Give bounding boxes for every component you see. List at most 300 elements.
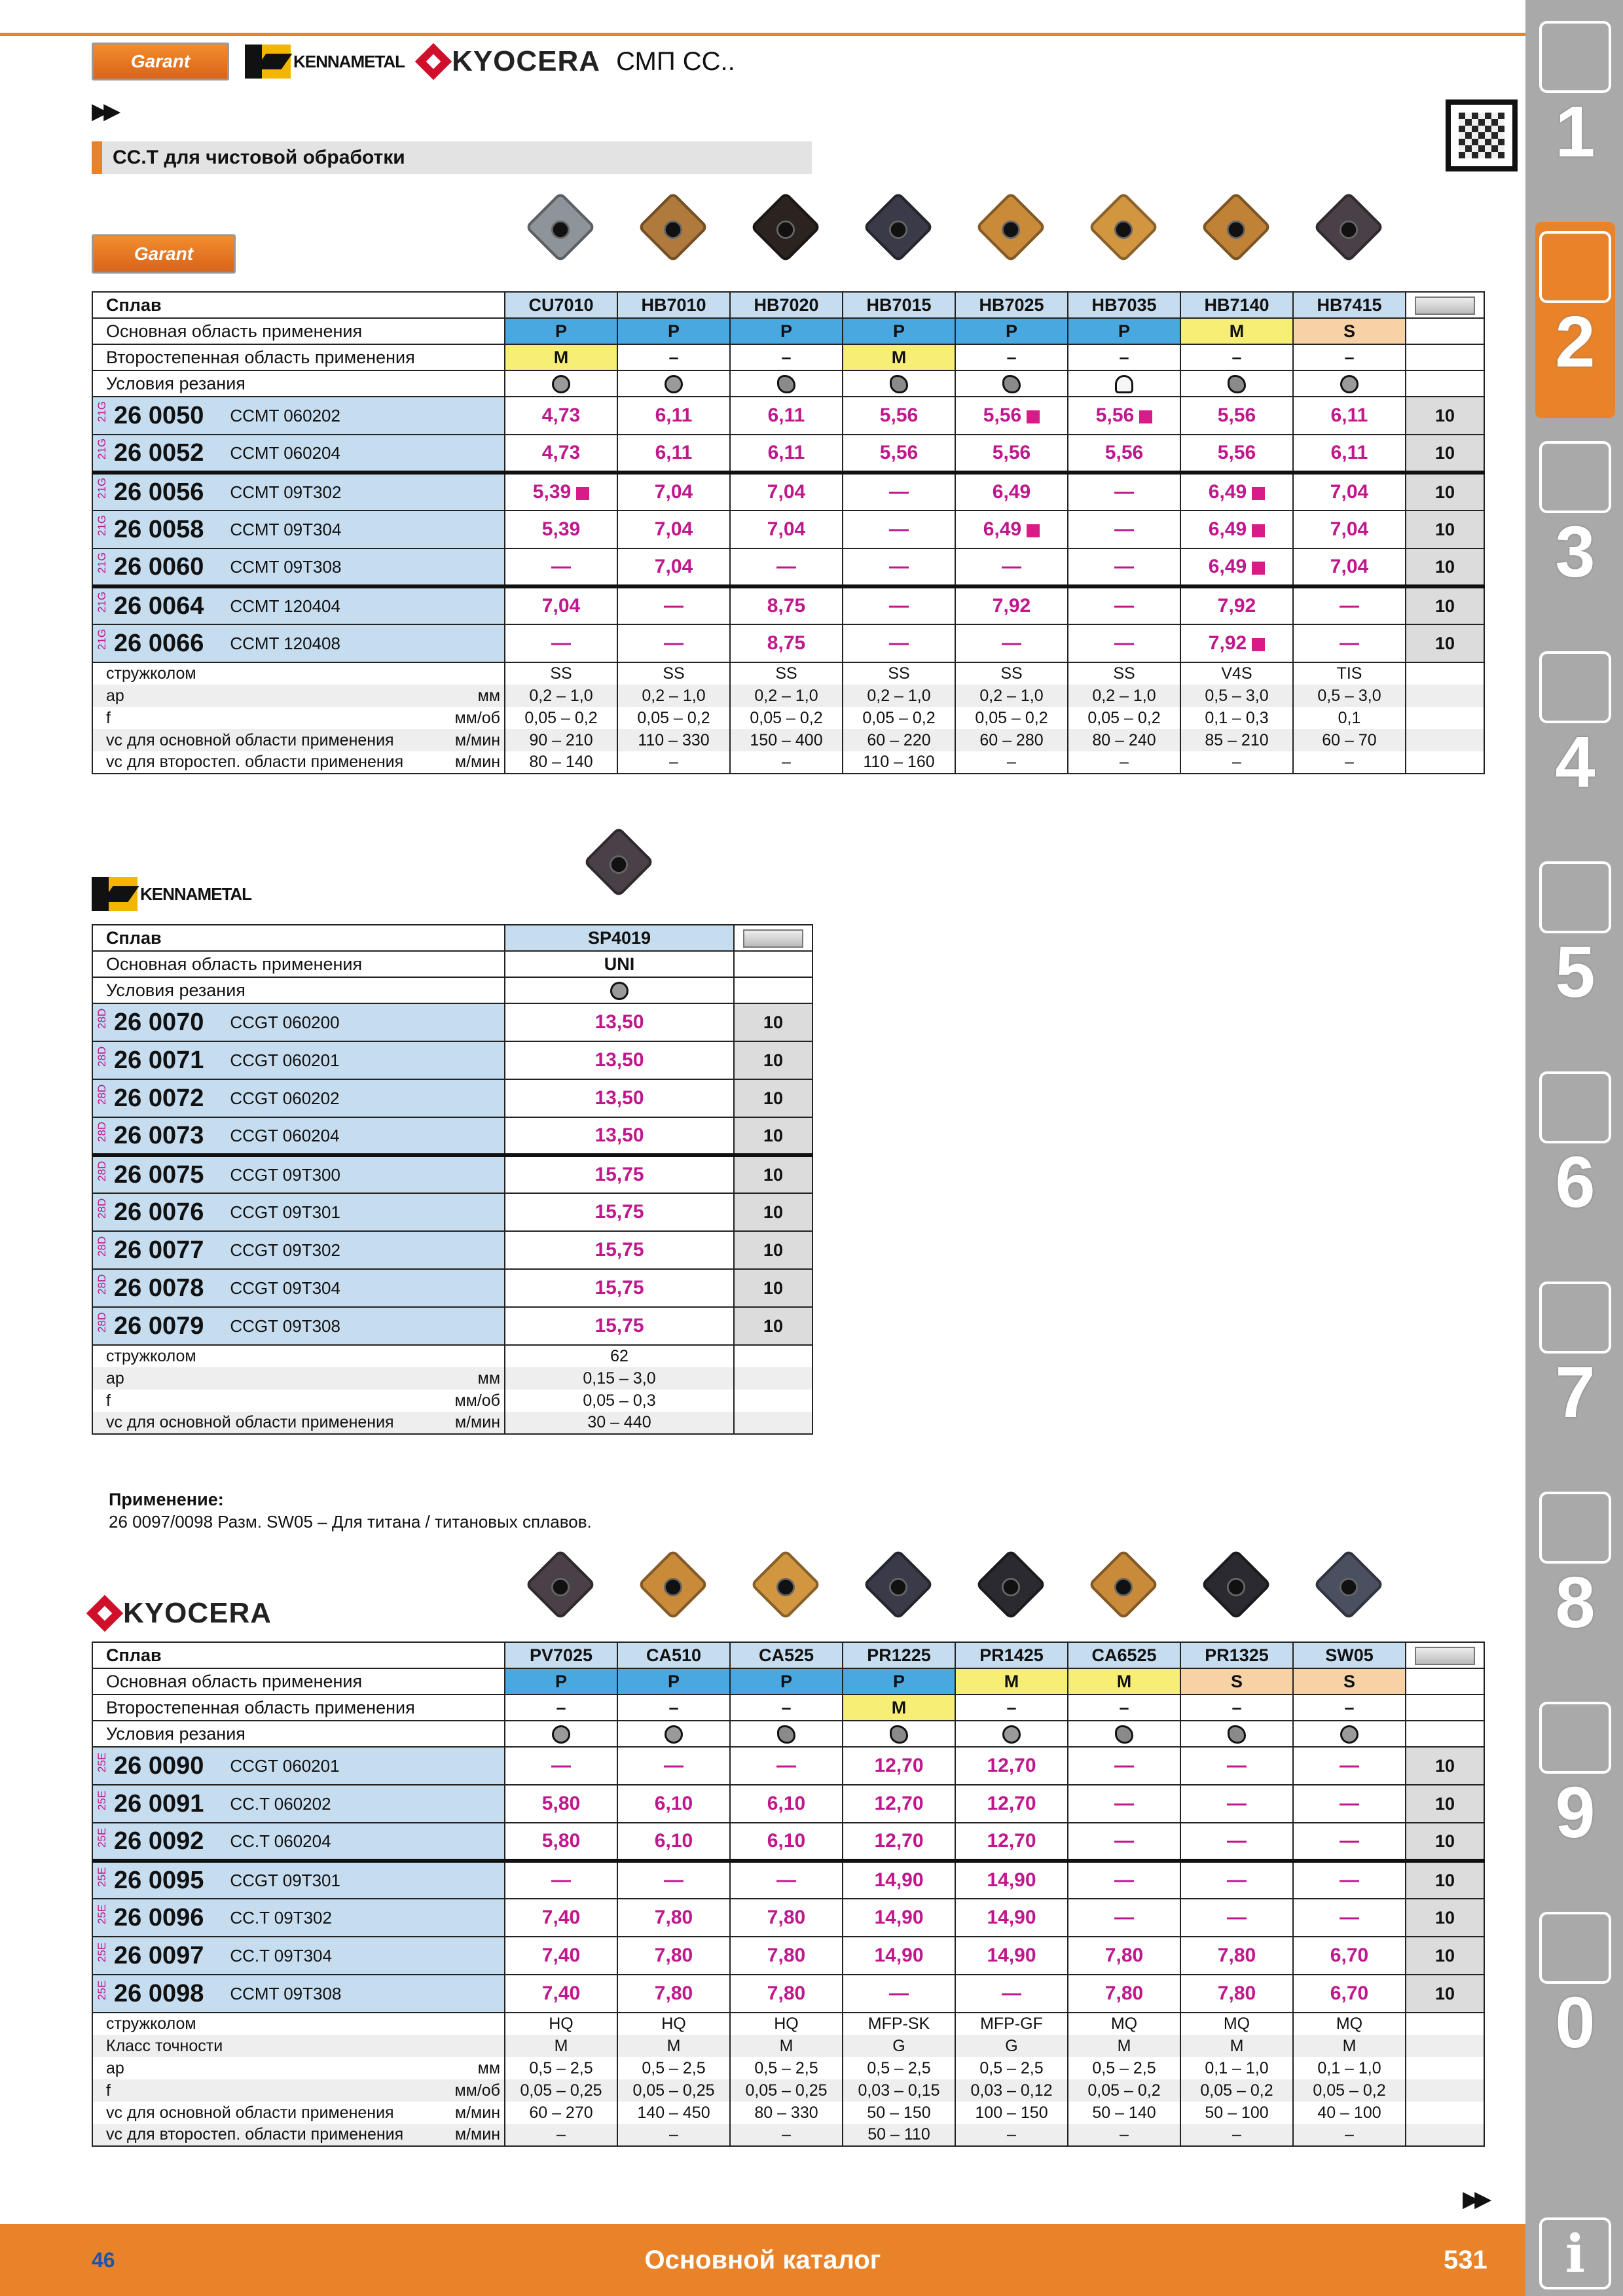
spec-label: стружколом — [92, 662, 505, 685]
main-application: M — [1068, 1668, 1180, 1695]
spec-value: M — [1068, 2035, 1180, 2057]
price-cell[interactable]: 5,80 — [505, 1823, 617, 1861]
article-number: 26 0058 — [114, 515, 204, 543]
price-cell[interactable]: — — [1068, 1823, 1180, 1861]
pack-qty: 10 — [1406, 1937, 1484, 1975]
header-rule — [0, 33, 1525, 36]
price-cell[interactable]: 6,49 — [955, 511, 1068, 548]
secondary-application: – — [505, 1695, 617, 1721]
pack-qty: 10 — [734, 1041, 812, 1079]
insert-code: CCGT 060200 — [230, 1012, 340, 1032]
cutting-condition-icon — [1068, 370, 1180, 397]
chapter-tab-5[interactable]: 5 — [1535, 852, 1615, 1049]
pack-qty: 10 — [734, 1307, 812, 1345]
article-number: 26 0076 — [114, 1198, 204, 1226]
price-cell[interactable]: 5,39 — [505, 473, 617, 511]
group-tag: 21G — [96, 514, 108, 536]
price-cell[interactable]: 14,90 — [955, 1937, 1068, 1975]
table-row — [92, 1785, 1484, 1823]
price-cell[interactable]: — — [843, 1975, 955, 2013]
main-application: UNI — [505, 951, 734, 977]
article-cell — [92, 1861, 505, 1899]
price-cell[interactable]: 6,70 — [1293, 1975, 1406, 2013]
alloy-label: Сплав — [92, 1642, 505, 1668]
price-cell[interactable]: — — [1180, 1823, 1293, 1861]
main-application: P — [730, 318, 843, 344]
main-application: P — [843, 1668, 955, 1695]
price-cell[interactable]: — — [617, 624, 730, 662]
table-row — [92, 1155, 812, 1193]
package-icon — [734, 925, 812, 951]
insert-code: CCMT 09T302 — [230, 482, 342, 502]
spec-row — [92, 2013, 1484, 2035]
price-cell[interactable]: 7,04 — [1293, 548, 1406, 586]
price-cell[interactable]: 5,56 — [1180, 397, 1293, 435]
price-cell[interactable]: 15,75 — [505, 1307, 734, 1345]
main-application: P — [955, 318, 1068, 344]
price-cell[interactable]: 7,04 — [1293, 511, 1406, 548]
price-cell[interactable]: 14,90 — [843, 1937, 955, 1975]
price-cell[interactable]: 6,11 — [617, 397, 730, 435]
main-application: P — [1068, 318, 1180, 344]
price-cell[interactable]: 6,70 — [1293, 1937, 1406, 1975]
secondary-application: – — [1180, 344, 1293, 370]
spec-value: M — [617, 2035, 730, 2057]
spec-value: 80 – 330 — [730, 2102, 843, 2124]
price-cell[interactable]: — — [1293, 624, 1406, 662]
price-cell[interactable]: 7,92 — [1180, 586, 1293, 624]
price-cell[interactable]: 7,80 — [730, 1975, 843, 2013]
next-page-arrows-icon[interactable]: ▶▶ — [1463, 2187, 1487, 2212]
spec-value: MFP-SK — [843, 2013, 955, 2035]
page-number-right: 531 — [1444, 2245, 1487, 2274]
alloy-name: SW05 — [1293, 1642, 1406, 1668]
article-number: 26 0060 — [114, 552, 204, 581]
pack-qty: 10 — [734, 1231, 812, 1269]
cutting-condition-icon — [505, 370, 617, 397]
price-cell[interactable]: — — [1068, 586, 1180, 624]
spec-row — [92, 685, 1484, 707]
spec-value: 110 – 160 — [843, 751, 955, 774]
price-cell[interactable]: 7,80 — [1068, 1975, 1180, 2013]
price-cell[interactable]: 4,73 — [505, 435, 617, 473]
price-cell[interactable]: — — [843, 548, 955, 586]
table-row — [92, 511, 1484, 548]
stock-marker-icon — [1252, 638, 1265, 651]
article-cell — [92, 1937, 505, 1975]
table-row — [92, 1899, 1484, 1937]
price-cell[interactable]: 15,75 — [505, 1155, 734, 1193]
price-cell[interactable]: 13,50 — [505, 1117, 734, 1155]
main-application: P — [505, 1668, 617, 1695]
price-cell[interactable]: 7,80 — [1068, 1937, 1180, 1975]
article-number: 26 0078 — [114, 1274, 204, 1302]
cutting-condition-icon — [1180, 370, 1293, 397]
price-cell[interactable]: — — [843, 624, 955, 662]
spec-value: 60 – 280 — [955, 729, 1068, 751]
price-cell[interactable]: — — [1180, 1747, 1293, 1785]
price-cell[interactable]: 13,50 — [505, 1079, 734, 1117]
spec-value: – — [1068, 2124, 1180, 2146]
price-cell[interactable]: — — [1068, 1785, 1180, 1823]
price-cell[interactable]: — — [505, 1861, 617, 1899]
price-cell[interactable]: 13,50 — [505, 1003, 734, 1041]
insert-code: CCMT 09T308 — [230, 556, 342, 577]
main-application: P — [843, 318, 955, 344]
price-cell[interactable]: — — [730, 1747, 843, 1785]
price-cell[interactable]: 14,90 — [843, 1899, 955, 1937]
chapter-tab-9[interactable]: 9 — [1535, 1693, 1615, 1889]
group-tag: 28D — [96, 1274, 108, 1295]
alloy-label: Сплав — [92, 925, 505, 951]
spec-value: SS — [730, 662, 843, 685]
price-cell[interactable]: 7,40 — [505, 1975, 617, 2013]
price-cell[interactable]: 5,56 — [1068, 435, 1180, 473]
insert-image — [1087, 191, 1159, 263]
price-cell[interactable]: — — [1293, 1785, 1406, 1823]
price-cell[interactable]: — — [617, 1747, 730, 1785]
chapter-tab-8[interactable]: 8 — [1535, 1482, 1615, 1679]
article-number: 26 0064 — [114, 592, 204, 620]
brand-bar — [92, 41, 735, 82]
price-cell[interactable]: 7,04 — [617, 473, 730, 511]
article-number: 26 0077 — [114, 1236, 204, 1264]
price-cell[interactable]: — — [843, 473, 955, 511]
price-cell[interactable]: 12,70 — [955, 1785, 1068, 1823]
spec-value: 0,5 – 2,5 — [843, 2057, 955, 2079]
spec-row — [92, 2102, 1484, 2124]
price-cell[interactable]: — — [617, 586, 730, 624]
alloy-name: HB7140 — [1180, 292, 1293, 318]
insert-code: CCGT 09T304 — [230, 1278, 340, 1298]
chapter-tab-7[interactable]: 7 — [1535, 1272, 1615, 1469]
secondary-application: M — [843, 1695, 955, 1721]
table-row — [92, 1823, 1484, 1861]
cutting-condition-icon — [955, 370, 1068, 397]
price-cell[interactable]: 6,11 — [1293, 435, 1406, 473]
price-cell[interactable]: 6,11 — [730, 397, 843, 435]
article-number: 26 0066 — [114, 629, 204, 657]
alloy-name: HB7025 — [955, 292, 1068, 318]
spec-value: 0,5 – 3,0 — [1293, 685, 1406, 707]
chapter-tab-1[interactable]: 1 — [1535, 12, 1615, 208]
group-tag: 25E — [96, 1904, 108, 1924]
price-cell[interactable]: 15,75 — [505, 1231, 734, 1269]
alloy-name: HB7015 — [843, 292, 955, 318]
group-tag: 25E — [96, 1752, 108, 1772]
table-row — [92, 624, 1484, 662]
chapter-tab-0[interactable]: 0 — [1535, 1903, 1615, 2099]
price-cell[interactable]: 7,80 — [1180, 1937, 1293, 1975]
stock-marker-icon — [576, 487, 589, 500]
price-cell[interactable]: 14,90 — [955, 1861, 1068, 1899]
insert-image — [637, 1549, 709, 1621]
main-application: P — [617, 1668, 730, 1695]
price-cell[interactable]: — — [955, 1975, 1068, 2013]
price-cell[interactable]: 12,70 — [843, 1823, 955, 1861]
price-cell[interactable]: 6,49 — [1180, 548, 1293, 586]
stock-marker-icon — [1027, 524, 1040, 537]
price-cell[interactable]: 13,50 — [505, 1041, 734, 1079]
alloy-label: Сплав — [92, 292, 505, 318]
table-row — [92, 1937, 1484, 1975]
price-cell[interactable]: 7,04 — [505, 586, 617, 624]
group-tag: 25E — [96, 1942, 108, 1962]
kennametal-logo: KENNAMETAL — [245, 45, 405, 79]
alloy-name: HB7415 — [1293, 292, 1406, 318]
price-cell[interactable]: — — [1068, 1861, 1180, 1899]
row-label: Условия резания — [92, 370, 505, 397]
secondary-application: – — [1293, 1695, 1406, 1721]
price-cell[interactable]: — — [730, 1861, 843, 1899]
spec-value: 0,1 — [1293, 707, 1406, 729]
chapter-tab-4[interactable]: 4 — [1535, 642, 1615, 838]
spec-value: 0,05 – 0,2 — [1180, 2079, 1293, 2102]
chapter-tab-i[interactable] — [1535, 2113, 1615, 2296]
secondary-application: – — [1293, 344, 1406, 370]
package-icon — [1406, 1642, 1484, 1668]
price-cell[interactable]: — — [843, 511, 955, 548]
price-cell[interactable]: 12,70 — [843, 1747, 955, 1785]
chapter-tab-2[interactable]: 2 — [1535, 222, 1615, 418]
secondary-application: M — [843, 344, 955, 370]
spec-label: vc для основной области применения м/мин — [92, 729, 505, 751]
price-cell[interactable]: 6,10 — [730, 1785, 843, 1823]
price-cell[interactable]: 6,10 — [617, 1823, 730, 1861]
kyocera-logo: KYOCERA — [420, 45, 600, 78]
price-cell[interactable]: 7,80 — [617, 1937, 730, 1975]
table-row — [92, 1193, 812, 1231]
price-cell[interactable]: — — [955, 624, 1068, 662]
price-cell[interactable]: — — [505, 548, 617, 586]
spec-value: SS — [617, 662, 730, 685]
forward-arrows-icon[interactable]: ▶▶ — [92, 99, 116, 124]
spec-value: 0,1 – 0,3 — [1180, 707, 1293, 729]
price-cell[interactable]: — — [955, 548, 1068, 586]
chapter-icon — [1539, 1702, 1611, 1774]
secondary-application: – — [1180, 1695, 1293, 1721]
price-cell[interactable]: 5,56 — [955, 435, 1068, 473]
price-cell[interactable]: 5,39 — [505, 511, 617, 548]
alloy-name: HB7010 — [617, 292, 730, 318]
spec-value: 0,2 – 1,0 — [1068, 685, 1180, 707]
cutting-condition-icon — [617, 370, 730, 397]
table-row — [92, 586, 1484, 624]
alloy-header-row — [92, 925, 812, 951]
price-cell[interactable]: 6,11 — [1293, 397, 1406, 435]
price-cell[interactable]: 7,80 — [730, 1899, 843, 1937]
spec-value: V4S — [1180, 662, 1293, 685]
main-application: M — [1180, 318, 1293, 344]
price-cell[interactable]: 15,75 — [505, 1193, 734, 1231]
table-row — [92, 1975, 1484, 2013]
price-cell[interactable]: — — [1068, 1747, 1180, 1785]
price-cell[interactable]: 15,75 — [505, 1269, 734, 1307]
article-number: 26 0092 — [114, 1827, 204, 1855]
price-cell[interactable]: — — [843, 586, 955, 624]
chapter-icon — [1539, 1282, 1611, 1354]
spec-value: SS — [505, 662, 617, 685]
price-cell[interactable]: 6,11 — [730, 435, 843, 473]
spec-value: – — [730, 751, 843, 774]
price-cell[interactable]: — — [1293, 586, 1406, 624]
stock-marker-icon — [1252, 524, 1265, 537]
price-cell[interactable]: 12,70 — [955, 1823, 1068, 1861]
insert-code: CCGT 09T301 — [230, 1870, 340, 1890]
spec-value: 0,5 – 2,5 — [617, 2057, 730, 2079]
alloy-name: SP4019 — [505, 925, 734, 951]
price-cell[interactable]: 7,04 — [617, 548, 730, 586]
price-cell[interactable]: 6,10 — [730, 1823, 843, 1861]
price-cell[interactable]: 7,80 — [730, 1937, 843, 1975]
alloy-name: CA525 — [730, 1642, 843, 1668]
chapter-tab-6[interactable]: 6 — [1535, 1062, 1615, 1259]
spec-value: 60 – 220 — [843, 729, 955, 751]
price-cell[interactable]: 7,40 — [505, 1899, 617, 1937]
table-row — [92, 397, 1484, 435]
price-cell[interactable]: 6,49 — [1180, 511, 1293, 548]
cutting-condition-icon — [730, 370, 843, 397]
price-cell[interactable]: 5,56 — [1180, 435, 1293, 473]
price-cell[interactable]: 12,70 — [843, 1785, 955, 1823]
spec-value: 0,05 – 0,2 — [730, 707, 843, 729]
price-cell[interactable]: — — [1293, 1861, 1406, 1899]
article-cell — [92, 1003, 505, 1041]
price-cell[interactable]: — — [505, 1747, 617, 1785]
price-cell[interactable]: 5,80 — [505, 1785, 617, 1823]
price-cell[interactable]: 6,11 — [617, 435, 730, 473]
price-cell[interactable]: 5,56 — [955, 397, 1068, 435]
price-cell[interactable]: 6,49 — [955, 473, 1068, 511]
spec-value: MQ — [1180, 2013, 1293, 2035]
spec-value: 40 – 100 — [1293, 2102, 1406, 2124]
main-application: P — [730, 1668, 843, 1695]
price-cell[interactable]: 5,56 — [843, 397, 955, 435]
price-cell[interactable]: — — [505, 624, 617, 662]
spec-value: – — [617, 2124, 730, 2146]
spec-label: Класс точности — [92, 2035, 505, 2057]
spec-value: SS — [955, 662, 1068, 685]
qr-code-icon — [1446, 99, 1518, 171]
price-cell[interactable]: — — [1293, 1823, 1406, 1861]
group-tag: 21G — [96, 477, 108, 499]
spec-value: 0,05 – 0,2 — [1068, 2079, 1180, 2102]
cutting-condition-icon — [505, 977, 734, 1003]
price-cell[interactable]: 12,70 — [955, 1747, 1068, 1785]
pack-qty: 10 — [1406, 473, 1484, 511]
spec-value: 0,2 – 1,0 — [955, 685, 1068, 707]
pack-qty: 10 — [734, 1003, 812, 1041]
spec-value: 0,05 – 0,2 — [843, 707, 955, 729]
spec-value: – — [505, 2124, 617, 2146]
alloy-name: PR1425 — [955, 1642, 1068, 1668]
insert-code: CCGT 060202 — [230, 1088, 340, 1108]
group-tag: 25E — [96, 1827, 108, 1848]
price-cell[interactable]: — — [1180, 1785, 1293, 1823]
row-label: Основная область применения — [92, 1668, 505, 1695]
cutting-condition-icon — [1293, 370, 1406, 397]
note-text: 26 0097/0098 Разм. SW05 – Для титана / титановых сплавов. — [109, 1512, 592, 1532]
stock-marker-icon — [1027, 410, 1040, 423]
spec-value: 110 – 330 — [617, 729, 730, 751]
spec-value: 0,05 – 0,2 — [617, 707, 730, 729]
garant-table-logo: Garant — [92, 234, 236, 274]
price-cell[interactable]: — — [1180, 1899, 1293, 1937]
price-cell[interactable]: 7,04 — [1293, 473, 1406, 511]
price-cell[interactable]: — — [617, 1861, 730, 1899]
price-cell[interactable]: — — [1068, 1899, 1180, 1937]
price-cell[interactable]: 7,80 — [1180, 1975, 1293, 2013]
price-cell[interactable]: 7,40 — [505, 1937, 617, 1975]
price-cell[interactable]: — — [1068, 624, 1180, 662]
page-number-left: 46 — [92, 2248, 115, 2272]
secondary-application: – — [617, 344, 730, 370]
price-cell[interactable]: 5,56 — [1068, 397, 1180, 435]
chapter-tab-3[interactable]: 3 — [1535, 432, 1615, 628]
price-cell[interactable]: 14,90 — [843, 1861, 955, 1899]
spec-row — [92, 662, 1484, 685]
table-row — [92, 1231, 812, 1269]
spec-label: f мм/об — [92, 2079, 505, 2102]
article-number: 26 0079 — [114, 1312, 204, 1340]
price-cell[interactable]: — — [1068, 511, 1180, 548]
price-cell[interactable]: 7,92 — [955, 586, 1068, 624]
spec-value: MQ — [1293, 2013, 1406, 2035]
price-cell[interactable]: 5,56 — [843, 435, 955, 473]
price-cell[interactable]: 7,80 — [617, 1899, 730, 1937]
spec-value: – — [955, 751, 1068, 774]
pack-qty: 10 — [1406, 548, 1484, 586]
price-cell[interactable]: — — [1068, 473, 1180, 511]
price-cell[interactable]: 7,04 — [730, 511, 843, 548]
spec-value: – — [1293, 751, 1406, 774]
price-cell[interactable]: 7,92 — [1180, 624, 1293, 662]
insert-code: CC.T 09T302 — [230, 1907, 332, 1928]
article-cell — [92, 1269, 505, 1307]
price-cell[interactable]: — — [1293, 1747, 1406, 1785]
price-cell[interactable]: 7,80 — [617, 1975, 730, 2013]
price-cell[interactable]: 8,75 — [730, 624, 843, 662]
alloy-name: CU7010 — [505, 292, 617, 318]
price-cell[interactable]: 4,73 — [505, 397, 617, 435]
article-number: 26 0098 — [114, 1979, 204, 2007]
price-cell[interactable]: 7,04 — [730, 473, 843, 511]
info-icon: i — [1539, 2217, 1611, 2289]
insert-image — [750, 1549, 822, 1621]
price-cell[interactable]: 14,90 — [955, 1899, 1068, 1937]
price-cell[interactable]: — — [1068, 548, 1180, 586]
spec-value: G — [843, 2035, 955, 2057]
article-cell — [92, 435, 505, 473]
alloy-name: HB7035 — [1068, 292, 1180, 318]
pack-qty: 10 — [1406, 511, 1484, 548]
spec-label: vc для основной области применения м/мин — [92, 1412, 505, 1434]
price-cell[interactable]: — — [1293, 1899, 1406, 1937]
price-cell[interactable]: — — [730, 548, 843, 586]
price-cell[interactable]: 6,10 — [617, 1785, 730, 1823]
insert-code: CCGT 09T302 — [230, 1240, 340, 1260]
price-cell[interactable]: 8,75 — [730, 586, 843, 624]
insert-code: CC.T 060202 — [230, 1793, 331, 1814]
price-cell[interactable]: — — [1180, 1861, 1293, 1899]
article-cell — [92, 624, 505, 662]
price-cell[interactable]: 6,49 — [1180, 473, 1293, 511]
price-cell[interactable]: 7,04 — [617, 511, 730, 548]
spec-value: 50 – 150 — [843, 2102, 955, 2124]
insert-code: CCMT 09T308 — [230, 1983, 342, 2003]
cutting-condition-icon — [505, 1721, 617, 1747]
row-label: Основная область применения — [92, 318, 505, 344]
